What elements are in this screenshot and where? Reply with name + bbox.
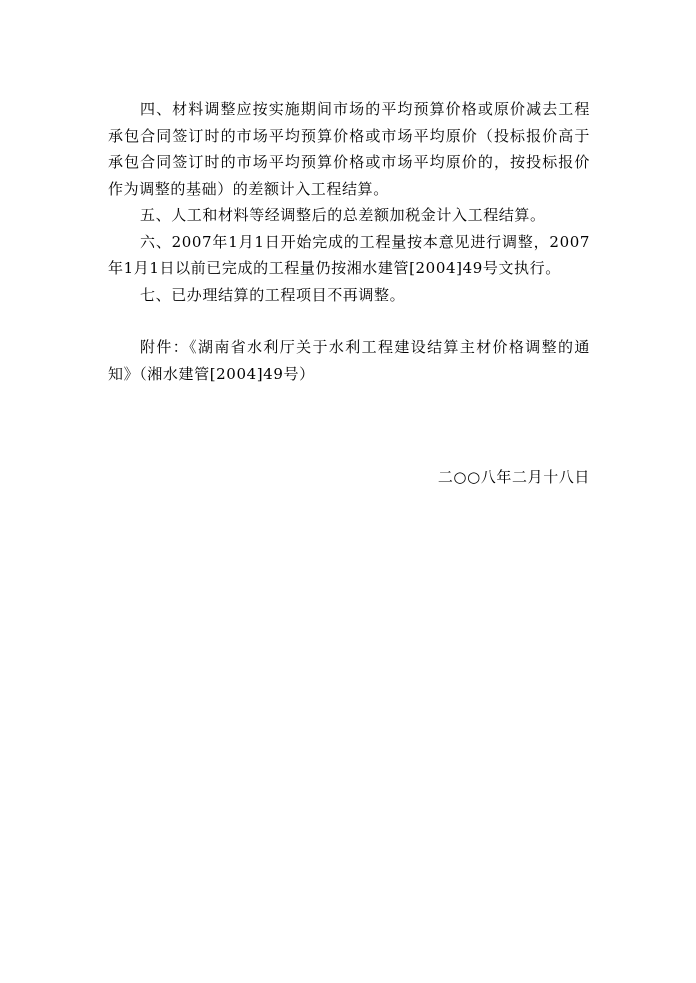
paragraph-effective-date: 六、2007年1月1日开始完成的工程量按本意见进行调整，2007年1月1日以前已完成的工程量仍按湘水建管[2004]49号文执行。 — [108, 232, 590, 277]
paragraph-settled-projects: 七、已办理结算的工程项目不再调整。 — [140, 285, 406, 304]
document-date: 二○○八年二月十八日 — [437, 468, 590, 486]
document-body — [108, 96, 590, 387]
paragraph-total-difference: 五、人工和材料等经调整后的总差额加税金计入工程结算。 — [140, 206, 546, 224]
paragraph-material-adjustment: 四、材料调整应按实施期间市场的平均预算价格或原价减去工程承包合同签订时的市场平均预算价格或市场平均原价（投标报价高于承包合同签订时的市场平均预算价格或市场平均原价的，按投标报价作为调整的基础）的差额计入工程结算。 — [108, 100, 590, 198]
paragraph-spacer — [108, 308, 590, 334]
attachment-note: 附件：《湖南省水利厅关于水利工程建设结算主材价格调整的通知》（湘水建管[2004]49号） — [108, 338, 590, 383]
